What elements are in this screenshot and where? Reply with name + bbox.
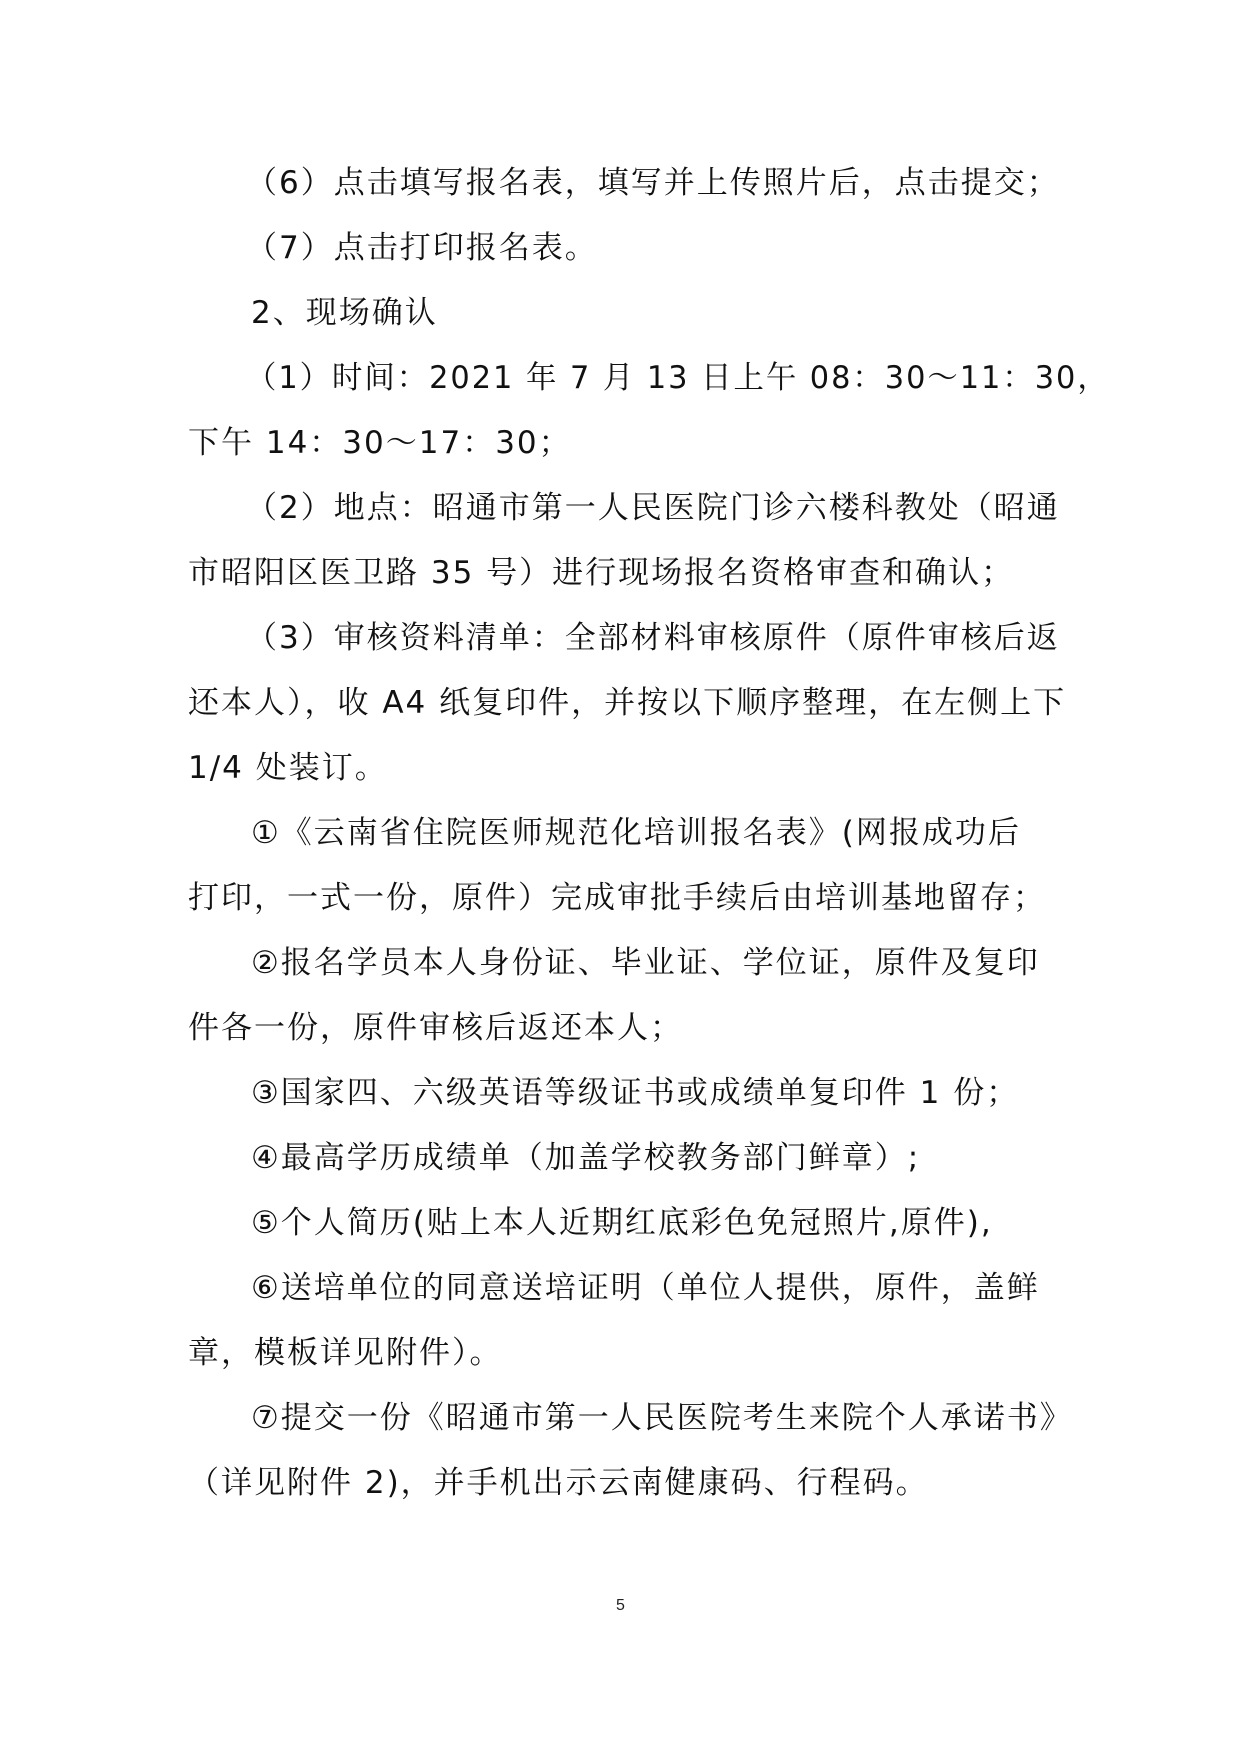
list-item-7: ⑦提交一份《昭通市第一人民医院考生来院个人承诺书》 [251, 1400, 1073, 1436]
list-item-5: ⑤个人简历(贴上本人近期红底彩色免冠照片,原件), [251, 1205, 993, 1241]
list-item-2: ②报名学员本人身份证、毕业证、学位证，原件及复印 [251, 945, 1040, 981]
text-line-location: （2）地点：昭通市第一人民医院门诊六楼科教处（昭通 [246, 490, 1060, 526]
page-number: 5 [616, 1597, 625, 1614]
section-heading-onsite-confirmation: 2、现场确认 [251, 295, 438, 331]
list-item-6: ⑥送培单位的同意送培证明（单位人提供，原件，盖鲜 [251, 1270, 1040, 1306]
text-line-step-6: （6）点击填写报名表，填写并上传照片后，点击提交； [246, 165, 1060, 201]
list-item-7-continued: （详见附件 2)，并手机出示云南健康码、行程码。 [188, 1465, 929, 1501]
text-line-materials-list-continued: 还本人），收 A4 纸复印件，并按以下顺序整理，在左侧上下 [188, 685, 1067, 721]
text-line-materials-list: （3）审核资料清单：全部材料审核原件（原件审核后返 [246, 620, 1060, 656]
list-item-4: ④最高学历成绩单（加盖学校教务部门鲜章）; [251, 1140, 921, 1176]
text-line-time-continued: 下午 14：30～17：30； [188, 425, 572, 461]
list-item-6-continued: 章，模板详见附件）。 [188, 1335, 503, 1371]
text-line-step-7: （7）点击打印报名表。 [246, 230, 598, 266]
list-item-1-continued: 打印，一式一份，原件）完成审批手续后由培训基地留存； [188, 880, 1046, 916]
text-line-location-continued: 市昭阳区医卫路 35 号）进行现场报名资格审查和确认； [188, 555, 1015, 591]
text-line-time: （1）时间：2021 年 7 月 13 日上午 08：30～11：30， [246, 360, 1110, 396]
list-item-3: ③国家四、六级英语等级证书或成绩单复印件 1 份； [251, 1075, 1020, 1111]
list-item-2-continued: 件各一份，原件审核后返还本人； [188, 1010, 683, 1046]
text-line-binding-instruction: 1/4 处装订。 [188, 750, 388, 786]
list-item-1: ①《云南省住院医师规范化培训报名表》(网报成功后 [251, 815, 1021, 851]
